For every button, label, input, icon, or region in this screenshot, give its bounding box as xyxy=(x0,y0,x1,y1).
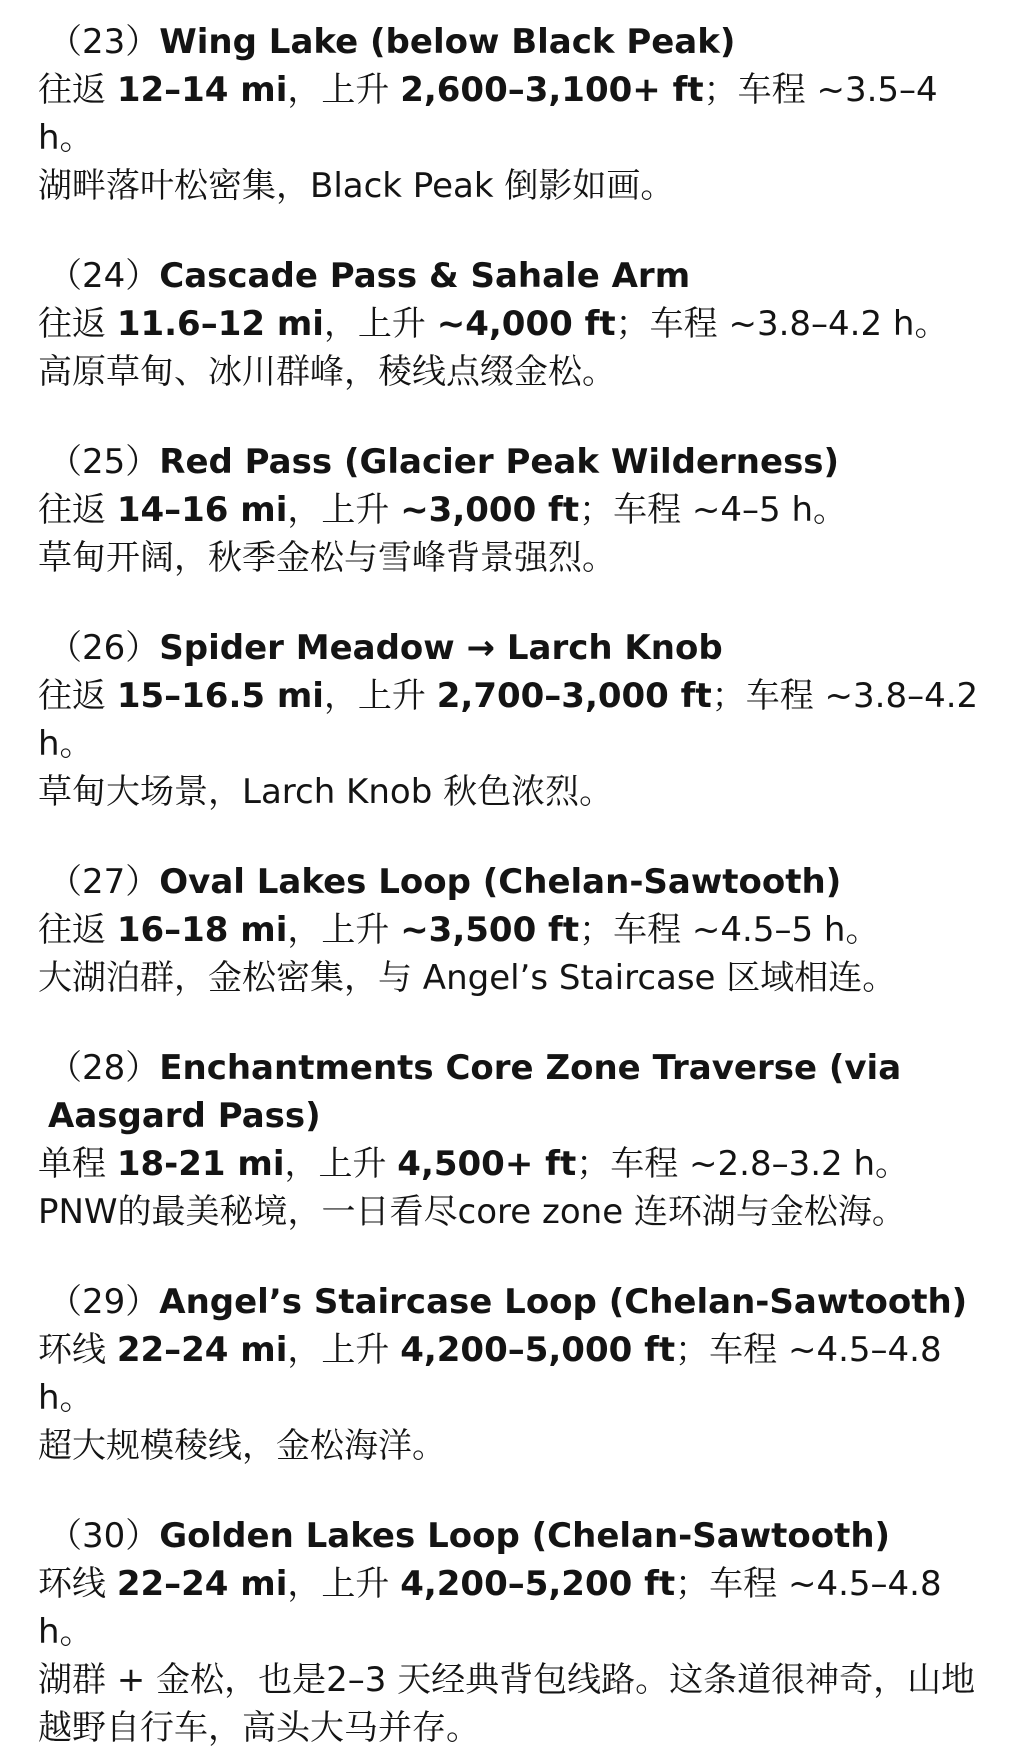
trail-title-line xyxy=(38,1044,984,1140)
trail-description: 草甸开阔，秋季金松与雪峰背景强烈。 xyxy=(38,538,616,578)
gain-label: ，上升 xyxy=(287,70,401,110)
trail-description: PNW的最美秘境，一日看尽core zone 连环湖与金松海。 xyxy=(38,1192,906,1232)
trail-distance: 15–16.5 mi xyxy=(116,676,324,716)
trail-title-line xyxy=(38,438,984,486)
gain-label: ，上升 xyxy=(287,910,401,950)
trail-description: 超大规模稜线，金松海洋。 xyxy=(38,1426,446,1466)
trail-entry xyxy=(38,18,984,210)
route-type: 往返 xyxy=(38,490,117,530)
trail-number: （30） xyxy=(48,1516,160,1556)
trail-distance: 12–14 mi xyxy=(116,70,288,110)
gain-label: ，上升 xyxy=(284,1144,398,1184)
trail-description: 草甸大场景，Larch Knob 秋色浓烈。 xyxy=(38,772,614,812)
trail-description: 湖畔落叶松密集，Black Peak 倒影如画。 xyxy=(38,166,675,206)
trail-distance: 18-21 mi xyxy=(116,1144,285,1184)
trail-stats-line xyxy=(38,300,984,348)
gain-label: ，上升 xyxy=(287,490,401,530)
route-type: 往返 xyxy=(38,910,117,950)
gain-label: ，上升 xyxy=(287,1330,401,1370)
drive-time: ；车程 ~2.8–3.2 h。 xyxy=(576,1144,910,1184)
trail-number: （29） xyxy=(48,1282,160,1322)
gain-label: ，上升 xyxy=(287,1564,401,1604)
trail-number: （28） xyxy=(48,1048,160,1088)
trail-entry xyxy=(38,1512,984,1752)
trail-entry xyxy=(38,1278,984,1470)
elevation-gain: ~4,000 ft xyxy=(436,304,616,344)
trail-stats-line xyxy=(38,1326,984,1422)
gain-label: ，上升 xyxy=(323,304,437,344)
trail-stats-line xyxy=(38,672,984,768)
elevation-gain: 2,600–3,100+ ft xyxy=(400,70,704,110)
elevation-gain: ~3,000 ft xyxy=(400,490,580,530)
trail-title-line xyxy=(38,18,984,66)
trail-number: （27） xyxy=(48,862,160,902)
trail-entry xyxy=(38,438,984,582)
route-type: 往返 xyxy=(38,70,117,110)
trail-stats-line xyxy=(38,1140,984,1188)
trail-number: （25） xyxy=(48,442,160,482)
trail-distance: 14–16 mi xyxy=(116,490,288,530)
trail-description: 高原草甸、冰川群峰，稜线点缀金松。 xyxy=(38,352,616,392)
drive-time: ；车程 ~4.5–4.8 h。 xyxy=(38,1330,942,1418)
trail-stats-line xyxy=(38,66,984,162)
trail-distance: 16–18 mi xyxy=(116,910,288,950)
trail-entry xyxy=(38,624,984,816)
trail-distance: 11.6–12 mi xyxy=(116,304,324,344)
trail-title: Golden Lakes Loop (Chelan-Sawtooth) xyxy=(159,1516,891,1556)
route-type: 单程 xyxy=(38,1144,117,1184)
drive-time: ；车程 ~4.5–5 h。 xyxy=(579,910,880,950)
elevation-gain: ~3,500 ft xyxy=(400,910,580,950)
route-type: 往返 xyxy=(38,676,117,716)
trail-entry xyxy=(38,858,984,1002)
trail-distance: 22–24 mi xyxy=(116,1330,288,1370)
elevation-gain: 2,700–3,000 ft xyxy=(436,676,712,716)
trail-number: （26） xyxy=(48,628,160,668)
trail-number: （23） xyxy=(48,22,160,62)
trail-title: Oval Lakes Loop (Chelan-Sawtooth) xyxy=(159,862,842,902)
drive-time: ；车程 ~3.8–4.2 h。 xyxy=(38,676,979,764)
trail-entry xyxy=(38,1044,984,1236)
gain-label: ，上升 xyxy=(323,676,437,716)
route-type: 往返 xyxy=(38,304,117,344)
trail-title-line xyxy=(38,858,984,906)
trail-number: （24） xyxy=(48,256,160,296)
trail-title: Cascade Pass & Sahale Arm xyxy=(159,256,691,296)
trail-title-line xyxy=(38,1512,984,1560)
trail-title: Spider Meadow → Larch Knob xyxy=(159,628,723,668)
trail-description: 大湖泊群，金松密集，与 Angel’s Staircase 区域相连。 xyxy=(38,958,897,998)
trail-title: Red Pass (Glacier Peak Wilderness) xyxy=(159,442,840,482)
trail-title-line xyxy=(38,252,984,300)
drive-time: ；车程 ~3.8–4.2 h。 xyxy=(615,304,949,344)
trail-title-line xyxy=(38,1278,984,1326)
trail-stats-line xyxy=(38,486,984,534)
elevation-gain: 4,200–5,000 ft xyxy=(400,1330,676,1370)
trail-title: Angel’s Staircase Loop (Chelan-Sawtooth) xyxy=(159,1282,968,1322)
drive-time: ；车程 ~4–5 h。 xyxy=(579,490,848,530)
trail-title: Wing Lake (below Black Peak) xyxy=(159,22,736,62)
trail-title-line xyxy=(38,624,984,672)
elevation-gain: 4,500+ ft xyxy=(397,1144,577,1184)
route-type: 环线 xyxy=(38,1330,117,1370)
trail-stats-line xyxy=(38,1560,984,1656)
trail-title: Enchantments Core Zone Traverse (via Aasgard Pass) xyxy=(48,1048,902,1136)
trail-description: 湖群 + 金松，也是2–3 天经典背包线路。这条道很神奇，山地越野自行车，高头大马并存。 xyxy=(38,1660,976,1748)
route-type: 环线 xyxy=(38,1564,117,1604)
drive-time: ；车程 ~4.5–4.8 h。 xyxy=(38,1564,942,1652)
elevation-gain: 4,200–5,200 ft xyxy=(400,1564,676,1604)
trail-stats-line xyxy=(38,906,984,954)
trail-distance: 22–24 mi xyxy=(116,1564,288,1604)
trail-entry xyxy=(38,252,984,396)
drive-time: ；车程 ~3.5–4 h。 xyxy=(38,70,938,158)
